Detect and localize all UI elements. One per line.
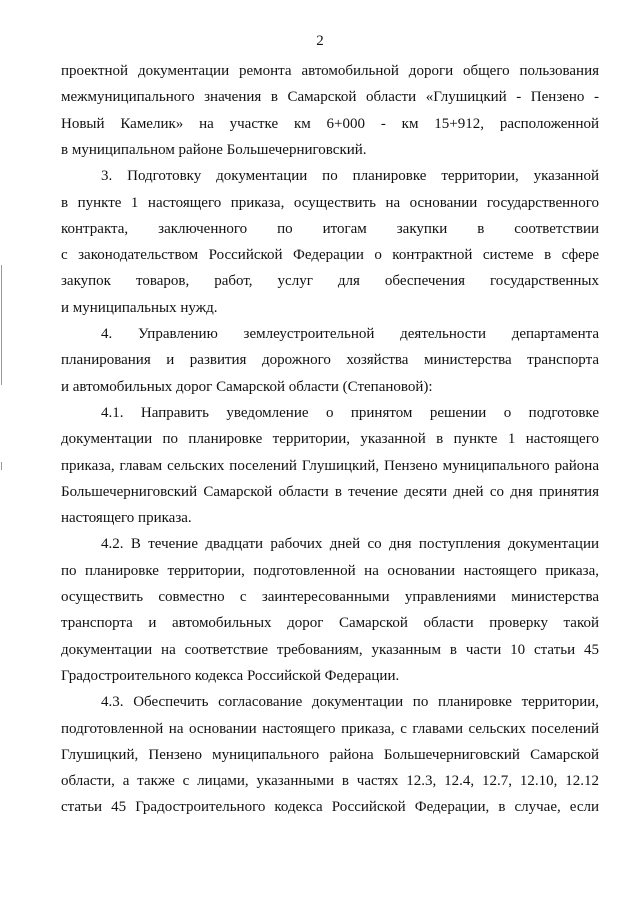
text-line: по планировке территории, подготовленной на основании настоящего приказа, [61,562,599,579]
text-line: 4.1. Направить уведомление о принятом решении о подготовке [101,404,599,421]
text-line: статьи 45 Градостроительного кодекса Российской Федерации, в случае, если [61,799,599,816]
text-line: Глушицкий, Пензено муниципального района Большечерниговский Самарской [61,746,599,763]
text-line: области, а также с лицами, указанными в частях 12.3, 12.4, 12.7, 12.10, 12.12 [61,773,599,790]
text-line: и автомобильных дорог Самарской области (Степановой): [61,378,433,395]
text-line: Градостроительного кодекса Российской Федерации. [61,667,400,684]
text-line: межмуниципального значения в Самарской области «Глушицкий - Пензено - [61,89,599,106]
text-line: 4. Управлению землеустроительной деятельности департамента [101,326,599,342]
text-line: документации на соответствие требованиям, указанным в части 10 статьи 45 [61,641,599,658]
text-line: с законодательством Российской Федерации о контрактной системе в сфере [61,247,599,264]
text-line: 3. Подготовку документации по планировке территории, указанной [101,168,599,185]
text-line: 4.2. В течение двадцати рабочих дней со дня поступления документации [101,536,599,553]
text-line: планирования и развития дорожного хозяйства министерства транспорта [61,352,599,369]
text-line: приказа, главам сельских поселений Глушицкий, Пензено муниципального района [61,457,599,474]
text-line: закупок товаров, работ, услуг для обеспечения государственных [61,273,599,290]
scan-edge-mark [1,462,2,470]
text-line: и муниципальных нужд. [61,299,218,316]
page-number: 2 [316,33,324,49]
text-line: в пункте 1 настоящего приказа, осуществить на основании государственного [61,194,599,211]
text-line: подготовленной на основании настоящего приказа, с главами сельских поселений [61,720,599,737]
text-line: документации по планировке территории, указанной в пункте 1 настоящего [61,431,599,448]
text-line: 4.3. Обеспечить согласование документации по планировке территории, [101,694,599,711]
text-line: Большечерниговский Самарской области в течение десяти дней со дня принятия [61,483,599,500]
text-line: проектной документации ремонта автомобильной дороги общего пользования [61,63,599,79]
text-line: транспорта и автомобильных дорог Самарской области проверку такой [61,615,599,632]
text-line: Новый Камелик» на участке км 6+000 - км 15+912, расположенной [61,115,599,132]
text-line: в муниципальном районе Большечерниговский. [61,141,367,158]
text-line: контракта, заключенного по итогам закупки в соответствии [61,220,599,237]
text-line: настоящего приказа. [61,510,192,527]
scan-edge-mark [1,265,2,385]
text-line: осуществить совместно с заинтересованными управлениями министерства [61,589,599,605]
